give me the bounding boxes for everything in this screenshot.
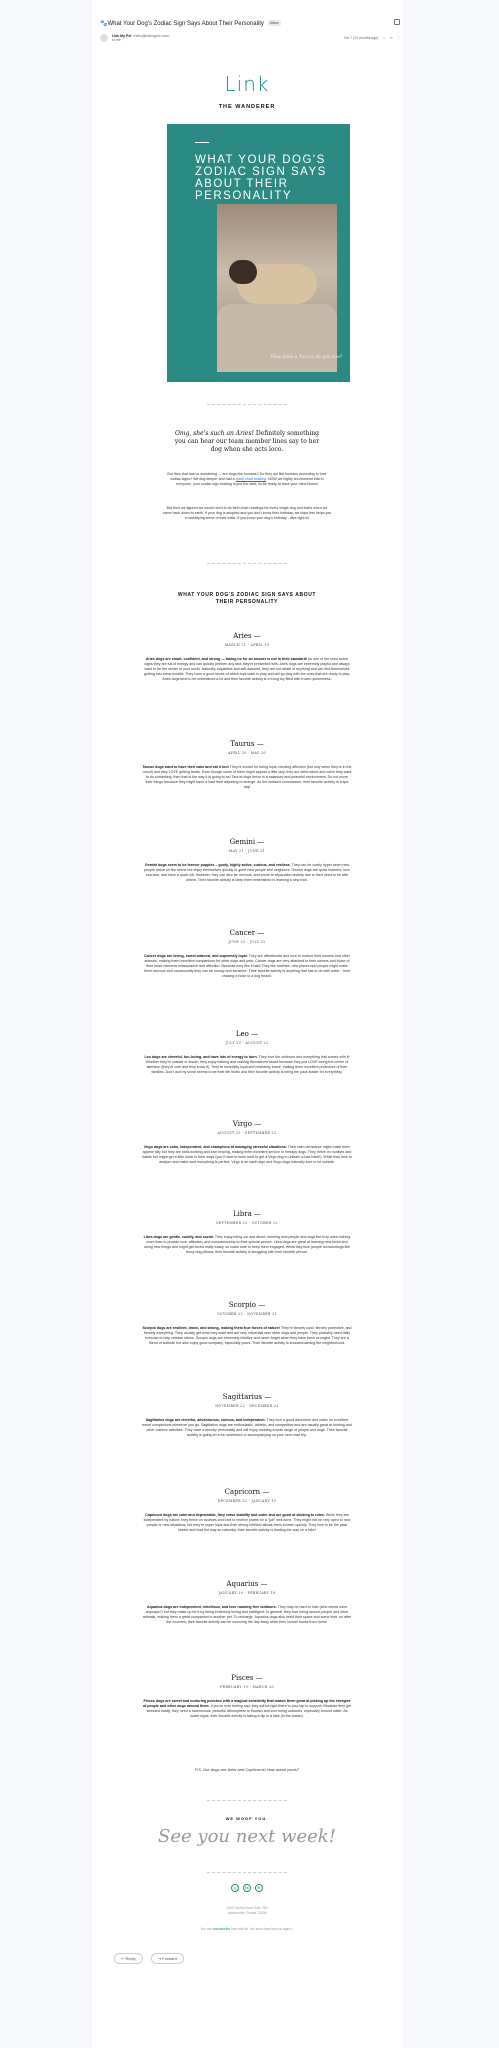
avatar	[100, 34, 108, 42]
intro-paragraph-1: But then that has us wondering — are dogs like humans? Do they act like humans according to their zodiac signs? We dug deeper and had a quick chart reading. NOW we highly recommend that to everyone, your zodiac sign reading is just the start, so be ready to have your mind blown!	[167, 472, 327, 486]
sign-description: Sagittarius dogs are cheerful, adventurous, curious, and independent. They love a good adventure and make for excellent travel companions wherever you go. Sagittarius dogs are enthusiastic, athletic, and competitive and are usually great at hunting and other outdoor activities. They have a friendly personality and will enjoy meeting a wide range of people and dogs. Their favorite activity is going on a fun adventure or accompanying on your next road trip.	[142, 1418, 352, 1437]
sign-dates: AUGUST 23 - SEPTEMBER 22	[217, 1131, 277, 1135]
sign-description: Aries dogs are smart, confident, and strong — taking no for an answer is not in their standard! As one of the most active signs they are full of energy and can quickly perform any task they're presented with. Aries dogs are extremely playful and always want to be the center of your world. Naturally inquisitive and self-assured, they are not afraid of anything and can find themselves getting into some trouble. They have a good sense of which toys want to play and will go play with the ones that are ready to play. Aries dogs tend to be entertained a lot and their favorite activity is a Kong toy filled with frozen yumminess.	[144, 657, 350, 681]
sign-dates: MAY 21 - JUNE 21	[228, 849, 266, 853]
divider	[207, 1872, 287, 1873]
sign-dates: JULY 23 - AUGUST 22	[225, 1041, 269, 1045]
sender-address: <hello@linkmypet.com>	[132, 34, 170, 38]
sign-name: Capricorn —	[224, 1488, 270, 1496]
sign-name: Taurus —	[230, 740, 264, 748]
facebook-icon[interactable]: fb	[255, 1884, 263, 1892]
pug-photo	[217, 204, 337, 372]
divider	[207, 563, 287, 564]
forward-button[interactable]: ↪ Forward	[151, 1953, 184, 1964]
hero-rule	[195, 142, 209, 143]
sender-name[interactable]: Link My Pet	[112, 34, 132, 38]
sign-name: Aries —	[233, 632, 261, 640]
sender-row	[100, 32, 400, 44]
sign-description: Gemini dogs seem to be forever puppies – goofy, highly active, curious, and restless. They can be overly hyper when new people arrive on the scene but enjoy themselves quickly to greet new people and neighbors. Gemini dogs are quick learners, love exercise, and have a quick wit. However, they can also be nervous, and prone to separation anxiety due to their need to be with others. Their favorite activity is deep them entertained is learning a new trick.	[144, 863, 350, 882]
chart-reading-link[interactable]: quick chart reading	[235, 477, 266, 481]
sign-dates: JANUARY 20 - FEBRUARY 18	[218, 1591, 276, 1595]
sign-description: Taurus dogs want to have their cake and eat it too! They're known for being loyal, needing affection (but only when they're in the mood) and they LOVE getting treats. Even though some of them might appear a little lazy, they are determined and when they want to do something, then that is the way it is going to be! Taurus dogs thrive in a balanced and peaceful environment. Do not move their things because they might have a hard time adjusting to change. As the zodiac's connoisseur, their favorite activity is a spa day!	[142, 765, 352, 789]
email-actions	[114, 1953, 184, 1964]
pug-face-shape	[229, 260, 257, 284]
sign-dates: FEBRUARY 19 - MARCH 20	[220, 1685, 274, 1689]
sign-description: Capricorn dogs are calm and dependable, they crave stability and order and are good at sticking to rules. While they are independent by nature, they thrive on routines and love to receive praise for a "job" well done. They might not be very open to new people or new situations, but they're super loyal and their strong intellect allows them to learn quickly. They love to be the pack leader and lead the way so naturally, their favorite activity is leading the way on a hike!	[143, 1513, 351, 1532]
hero-title: WHAT YOUR DOG'S ZODIAC SIGN SAYS ABOUT THEIR PERSONALITY	[195, 154, 327, 202]
email-date: Oct 7 (11 months ago)	[343, 36, 379, 40]
newsletter-name: THE WANDERER	[218, 104, 276, 110]
zodiac-sign-block	[142, 1301, 352, 1346]
zodiac-sign-block	[142, 838, 352, 883]
email-subject: 🐾What Your Dog's Zodiac Sign Says About Their Personality	[100, 20, 264, 27]
sign-description: Aquarius dogs are independent, rebellious, and love roaming free outdoors. They may be hard to train (who needs rules anyways?) but they make up for it by being extremely loving and intelligent. In general, they love being around people and other animals, making them a great companion to another pet. To recharge, Aquarius dogs also need their space and some time, so after the zoomies, their favorite activity can be snoozing the day away while their human works from home.	[142, 1605, 352, 1624]
zodiac-sign-block	[142, 1393, 352, 1438]
sofa-shape	[217, 304, 337, 372]
reply-icon[interactable]: ↩	[389, 36, 393, 40]
divider	[207, 1800, 287, 1801]
unsubscribe-line: You can unsubscribe from this list. You won't hear from us again :(	[200, 1927, 294, 1931]
sign-description: Leo dogs are cheerful, fun-loving, and have lots of energy to burn. They love the outdoors and everything that comes with it! Whether they're outside or inside, they enjoy barking and making themselves heard because they just LOVE being the center of attention (they're cute and they know it). They're incredibly loyal and hesitantly brave, making them excellent protectors of their families. Don't dull my shine seems to be their life motto and their favorite activity is being the pack leader for everything.	[144, 1055, 350, 1074]
inbox-badge[interactable]: Inbox	[269, 21, 279, 25]
section-title: WHAT YOUR DOG'S ZODIAC SIGN SAYS ABOUT THEIR PERSONALITY	[177, 592, 317, 605]
sign-description: Pisces dogs are sweet and nurturing pooches with a magical sensitivity that makes them great at picking up the energies of people and other dogs around them. If you're ever feeling sad, they will be right there to your lap to support! Because they get stressed easily, they need a harmonious, peaceful atmosphere to flourish and love being outdoors, especially around water. As water signs, their favorite activity is taking a dip in a lake (in the ocean).	[142, 1699, 352, 1718]
zodiac-sign-block	[142, 929, 352, 979]
sign-name: Gemini —	[229, 838, 265, 846]
sign-description: Virgo dogs are calm, independent, and champions at managing stressful situations. Their calm demeanor might make them appear silly but they are hard-working and love helping, making them excellent service or therapy dogs. They thrive on routines and habits but might get a little stuck in their ways (you'll have to work hard to get a Virgo dog to unlearn a bad habit!). While they love to analyze and make sure everything is perfect, Virgo is an earth sign and Virgo dogs naturally love to be outside.	[142, 1145, 352, 1164]
sign-dates: DECEMBER 22 - JANUARY 19	[217, 1499, 277, 1503]
sign-dates: JUNE 21 - JULY 22	[228, 940, 266, 944]
social-links	[92, 1884, 402, 1892]
sign-dates: MARCH 21 - APRIL 19	[224, 643, 270, 647]
footer-script: See you next week!	[158, 1826, 336, 1847]
star-icon[interactable]: ☆	[382, 36, 386, 40]
hero-banner	[167, 124, 350, 382]
sign-name: Scorpio —	[228, 1301, 266, 1309]
sign-name: Sagittarius —	[222, 1393, 272, 1401]
sign-dates: NOVEMBER 22 - DECEMBER 21	[215, 1404, 279, 1408]
zodiac-sign-block	[142, 740, 352, 790]
print-icon[interactable]	[394, 19, 400, 25]
zodiac-sign-block	[142, 632, 352, 682]
intro-quote: Omg, she's such an Aries! Definitely something you can hear our team member lines say to her dog when she acts loco.	[174, 430, 320, 453]
sign-name: Pisces —	[231, 1674, 263, 1682]
sign-name: Leo —	[235, 1030, 259, 1038]
recipient[interactable]: to me	[112, 38, 121, 42]
sign-name: Aquarius —	[226, 1580, 268, 1588]
divider	[207, 404, 287, 405]
brand-logo: Link	[224, 72, 270, 96]
sign-name: Libra —	[232, 1210, 262, 1218]
twitter-icon[interactable]: tw	[245, 1885, 249, 1890]
sign-description: Libra dogs are gentle, cuddly, and social. They enjoy being out and about, meeting new people and dogs but truly want nothing more than to provide love, affection, and companionship to their special person. Libra dogs are great at learning new tricks and doing new things and might get bored really easily, so make sure to keep them engaged. While they love people surroundings like fancy dog pillows, their favorite activity is snuggling with their favorite person.	[143, 1235, 351, 1254]
footer-woof: WE WOOF YOU.	[225, 1816, 269, 1821]
sign-name: Cancer —	[229, 929, 265, 937]
sign-name: Virgo —	[232, 1120, 262, 1128]
reply-button[interactable]: ↩ Reply	[114, 1953, 143, 1964]
hero-script: How does a Taurus do you too?	[270, 355, 342, 360]
email-meta	[344, 36, 400, 40]
instagram-icon[interactable]: ig	[231, 1884, 239, 1892]
intro-paragraph-2: But then we figured we would need to do birth chart readings for every single dog and that's when we came back down to earth. If your dog is adopted and you don't know their birthday, we hope this helps you in identifying some of their traits. If you know your dog's birthday - dive right in!	[162, 506, 332, 520]
sign-dates: SEPTEMBER 23 - OCTOBER 22	[216, 1221, 278, 1225]
sender-info	[112, 34, 170, 42]
zodiac-sign-block	[142, 1674, 352, 1719]
zodiac-sign-block	[142, 1580, 352, 1625]
footer-address: 2400 Vitoria Grove Suite 200 Jacksonville, Florida, 32256	[226, 1906, 268, 1915]
closing-question: P.S. Our dogs are Aries and Capricorns! How about yours?	[194, 1767, 300, 1772]
zodiac-sign-block	[142, 1210, 352, 1255]
sign-dates: OCTOBER 23 - NOVEMBER 21	[216, 1312, 277, 1316]
sign-dates: APRIL 20 - MAY 20	[228, 751, 266, 755]
email-view	[92, 0, 402, 2048]
zodiac-sign-block	[142, 1120, 352, 1165]
zodiac-sign-block	[142, 1488, 352, 1533]
sign-description: Scorpio dogs are resilient, brave, and strong, making them true forces of nature! They're fiercely loyal, fiercely protective, and fiercely everything. They usually get what they want and are very influential over other dogs and people. They probably need daily exercise to help release stress. Scorpio dogs are extremely intuitive and never forget when they have been wronged. They are a friend of solitude but also enjoy good company, especially yours. Their favorite activity is snooze/roaming the neighborhood.	[142, 1326, 352, 1345]
more-icon[interactable]: ⋮	[396, 36, 400, 40]
subject-bar	[100, 16, 400, 30]
unsubscribe-link[interactable]: unsubscribe	[212, 1927, 230, 1931]
zodiac-sign-block	[142, 1030, 352, 1075]
sign-description: Cancer dogs are loving, sweet-natured, and supremely loyal. They are affectionate and love to nurture their owners and other animals, making them excellent companions for other dogs and pets. Cancer dogs are very attached to their owners and those of their heart reinforce reassurance and affection. Because they like it bad! They like routines, new places and people might make them nervous and occasionally they can be moody and sensitive. Their favorite activity is anything that has to do with water - from chasing a hose to a dog beach.	[143, 954, 351, 978]
